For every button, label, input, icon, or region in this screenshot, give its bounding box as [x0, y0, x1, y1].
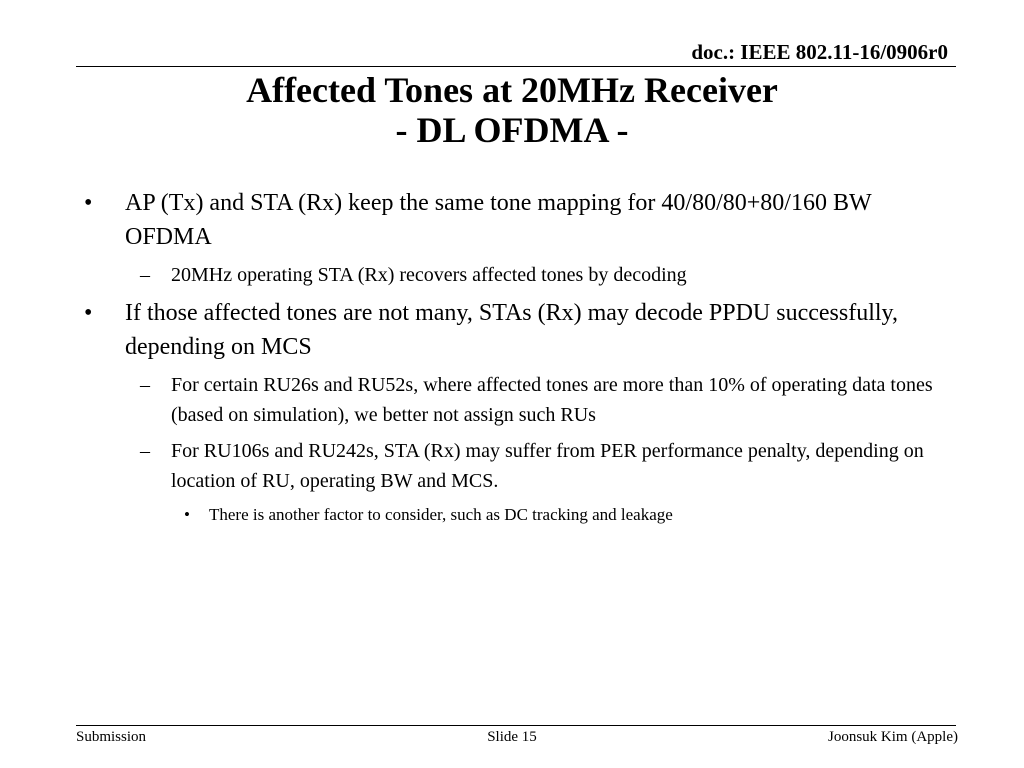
sub-bullet-2-2 [140, 436, 954, 496]
bullet-text: If those affected tones are not many, STAs (Rx) may decode PPDU successfully, depending on MCS [125, 300, 898, 360]
sub-bullet-text: For RU106s and RU242s, STA (Rx) may suffer from PER performance penalty, depending on location of RU, operating BW and MCS. [171, 440, 924, 492]
sub-sub-bullet-2-2-1 [184, 502, 954, 528]
footer-slide-number: Slide 15 [487, 729, 537, 745]
sub-bullet-text: 20MHz operating STA (Rx) recovers affected tones by decoding [171, 264, 687, 286]
dash-marker: – [140, 440, 150, 462]
bullet-marker: • [84, 190, 93, 216]
sub-sub-bullet-text: There is another factor to consider, such as DC tracking and leakage [209, 505, 673, 524]
slide-title-line-2: - DL OFDMA - [395, 110, 629, 150]
bullet-marker: • [184, 505, 190, 524]
dash-marker: – [140, 264, 150, 286]
slide-title-line-1: Affected Tones at 20MHz Receiver [246, 70, 778, 110]
footer-divider [76, 725, 956, 726]
document-reference: doc.: IEEE 802.11-16/0906r0 [691, 40, 948, 64]
sub-bullet-1-1 [140, 260, 954, 290]
footer-submission: Submission [76, 729, 147, 745]
dash-marker: – [140, 374, 150, 396]
bullet-text: AP (Tx) and STA (Rx) keep the same tone mapping for 40/80/80+80/160 BW OFDMA [125, 190, 872, 250]
footer-author: Joonsuk Kim (Apple) [828, 729, 958, 745]
bullet-1 [84, 186, 954, 254]
slide-title [0, 70, 1024, 150]
bullet-marker: • [84, 300, 93, 326]
sub-bullet-text: For certain RU26s and RU52s, where affected tones are more than 10% of operating data tones (based on simulation), we better not assign such RUs [171, 374, 933, 426]
bullet-2 [84, 296, 954, 364]
sub-bullet-2-1 [140, 370, 954, 430]
slide-body [84, 186, 954, 532]
header-divider [76, 66, 956, 67]
